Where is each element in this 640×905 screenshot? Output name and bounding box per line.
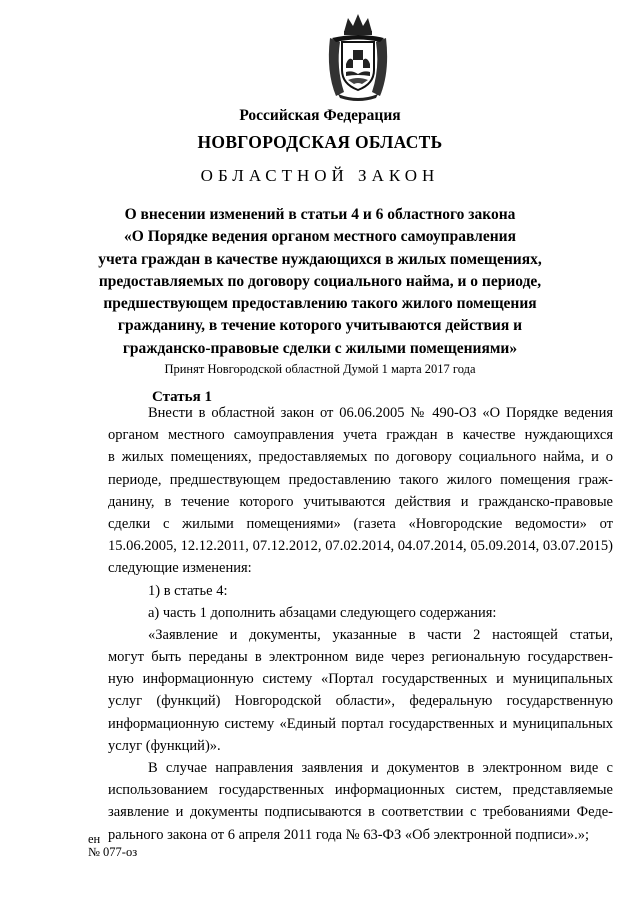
title-line: гражданско-правовые сделки с жилыми помещениями» — [122, 339, 518, 357]
federation-heading: Российская Федерация — [239, 107, 401, 124]
document-type: ОБЛАСТНОЙ ЗАКОН — [200, 166, 440, 185]
body-line: периоде, предшествующем предоставлению такого жилого помещения граж- — [108, 471, 613, 488]
title-line: предоставляемых по договору социального найма, и о периоде, — [98, 272, 542, 290]
body-line: информационную систему «Единый портал государственных и муниципальных — [108, 715, 613, 732]
body-line: в жилых помещениях, предоставляемых по договору социального найма, и о — [108, 449, 613, 466]
region-heading: НОВГОРОДСКАЯ ОБЛАСТЬ — [197, 132, 443, 152]
body-line: органом местного самоуправления учета граждан в качестве нуждающихся — [108, 427, 613, 444]
body-line: могут быть переданы в электронном виде через региональную государствен- — [108, 649, 613, 666]
title-line: О внесении изменений в статьи 4 и 6 областного закона — [124, 206, 516, 223]
adoption-note: Принят Новгородской областной Думой 1 марта 2017 года — [164, 362, 476, 376]
article-heading: Статья 1 — [152, 389, 212, 405]
body-line: 1) в статье 4: — [148, 582, 228, 599]
body-line: следующие изменения: — [108, 560, 252, 577]
body-line: услуг (функций) Новгородской области», федеральную государственную — [108, 693, 613, 710]
body-line: рального закона от 6 апреля 2011 года № 63-ФЗ «Об электронной подписи».»; — [108, 826, 590, 843]
body-line: заявление и документы подписываются в соответствии с требованиями Феде- — [108, 804, 613, 821]
title-line: «О Порядке ведения органом местного самоуправления — [124, 228, 516, 246]
novgorod-coat-of-arms — [322, 12, 394, 102]
title-line: учета граждан в качестве нуждающихся в жилых помещениях, — [98, 250, 542, 268]
article-body — [108, 402, 613, 846]
title-line: гражданину, в течение которого учитываются действия и — [117, 317, 523, 335]
footer-initials: ен — [88, 832, 101, 846]
body-line: 15.06.2005, 12.12.2011, 07.12.2012, 07.02.2014, 04.07.2014, 05.09.2014, 03.07.2015) — [108, 538, 613, 555]
footer-reference — [88, 833, 137, 859]
body-line: данину, в течение которого учитываются действия и гражданско-правовые — [108, 493, 613, 510]
body-line: ную информационную систему «Портал государственных и муниципальных — [108, 671, 613, 688]
title-line: предшествующем предоставлению такого жилого помещения — [103, 295, 537, 313]
body-line: В случае направления заявления и документов в электронном виде с — [148, 760, 613, 776]
body-line: «Заявление и документы, указанные в части 2 настоящей статьи, — [148, 626, 613, 643]
body-line: а) часть 1 дополнить абзацами следующего содержания: — [148, 604, 497, 621]
body-line: услуг (функций)». — [108, 737, 221, 754]
body-line: использованием государственных информационных систем, представляемые — [108, 782, 613, 799]
law-title — [0, 204, 640, 360]
body-line: Внести в областной закон от 06.06.2005 № 490-ОЗ «О Порядке ведения — [148, 405, 613, 421]
footer-number: № 077-оз — [88, 845, 138, 859]
body-line: сделки с жилыми помещениями» (газета «Новгородские ведомости» от — [108, 515, 613, 532]
